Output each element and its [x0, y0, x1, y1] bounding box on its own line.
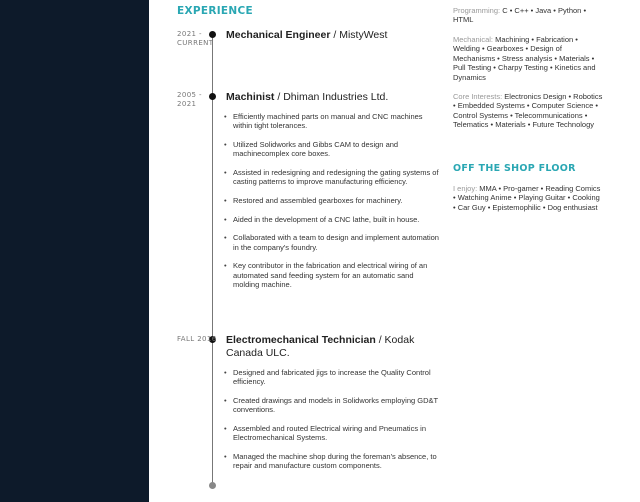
job-bullet: • Aided in the development of a CNC lathe, built in house.	[224, 215, 439, 224]
job-separator: /	[274, 91, 284, 103]
job-bullet: • Designed and fabricated jigs to increase the Quality Control efficiency.	[224, 368, 439, 387]
off-shop-section-title: OFF THE SHOP FLOOR	[453, 163, 576, 174]
timeline-line	[212, 35, 213, 485]
job-bullet: • Managed the machine shop during the foreman's absence, to repair and manufacture custom components.	[224, 452, 439, 471]
job-bullet: • Key contributor in the fabrication and electrical wiring of an automated sand feeding system for an automatic sand molding machine.	[224, 261, 439, 289]
skills-programming	[453, 6, 603, 25]
skills-value: Machining • Fabrication • Welding • Gearboxes • Design of Mechanisms • Stress analysis • Materials • Pull Testing • Charpy Testing • Kinetics and Dynamics	[453, 35, 596, 82]
job-bullet-list	[224, 368, 439, 480]
skills-label: Core Interests:	[453, 92, 503, 101]
job-title	[226, 91, 436, 104]
job-bullet: • Utilized Solidworks and Gibbs CAM to design and machinecomplex core boxes.	[224, 140, 439, 159]
job-bullet: • Restored and assembled gearboxes for machinery.	[224, 196, 439, 205]
job-company: MistyWest	[339, 29, 388, 41]
job-company: Kodak Canada ULC.	[226, 334, 415, 359]
job-role: Machinist	[226, 91, 275, 103]
job-date: 2005 - 2021	[177, 91, 202, 108]
skills-label: Programming:	[453, 6, 501, 15]
job-bullet: • Created drawings and models in Solidworks employing GD&T conventions.	[224, 396, 439, 415]
job-bullet-list	[224, 112, 439, 299]
job-separator: /	[330, 29, 340, 41]
skills-interests	[453, 92, 603, 130]
job-bullet: • Assembled and routed Electrical wiring and Pneumatics in Electromechanical Systems.	[224, 424, 439, 443]
job-bullet: • Assisted in redesigning and redesigning the gating systems of casting patterns to improve manufacturing efficiency.	[224, 168, 439, 187]
hobbies-block	[453, 184, 603, 212]
job-role: Mechanical Engineer	[226, 29, 331, 41]
timeline-end-dot	[209, 482, 216, 489]
timeline-dot	[209, 93, 216, 100]
job-bullet: • Efficiently machined parts on manual and CNC machines within tight tolerances.	[224, 112, 439, 131]
job-separator: /	[375, 334, 385, 346]
sidebar-panel	[0, 0, 149, 502]
hobbies-label: I enjoy:	[453, 184, 478, 193]
skills-mechanical	[453, 35, 603, 82]
job-date: 2021 - CURRENT	[177, 30, 214, 47]
experience-section-title: EXPERIENCE	[177, 5, 253, 17]
skills-label: Mechanical:	[453, 35, 494, 44]
hobbies-value: MMA • Pro-gamer • Reading Comics • Watching Anime • Playing Guitar • Cooking • Car Guy • Epistemophilic • Dog enthusiast	[453, 184, 601, 212]
skills-value: Electronics Design • Robotics • Embedded Systems • Computer Science • Control Systems • Telecommunications • Telematics • Materials • Future Technology	[453, 92, 603, 130]
skills-value: C • C++ • Java • Python • HTML	[453, 6, 587, 25]
job-title	[226, 29, 436, 42]
job-title	[226, 334, 436, 360]
job-date: FALL 2016	[177, 335, 217, 343]
job-bullet: • Collaborated with a team to design and implement automation in the company's foundry.	[224, 233, 439, 252]
job-role: Electromechanical Technician	[226, 334, 376, 346]
job-company: Dhiman Industries Ltd.	[283, 91, 389, 103]
